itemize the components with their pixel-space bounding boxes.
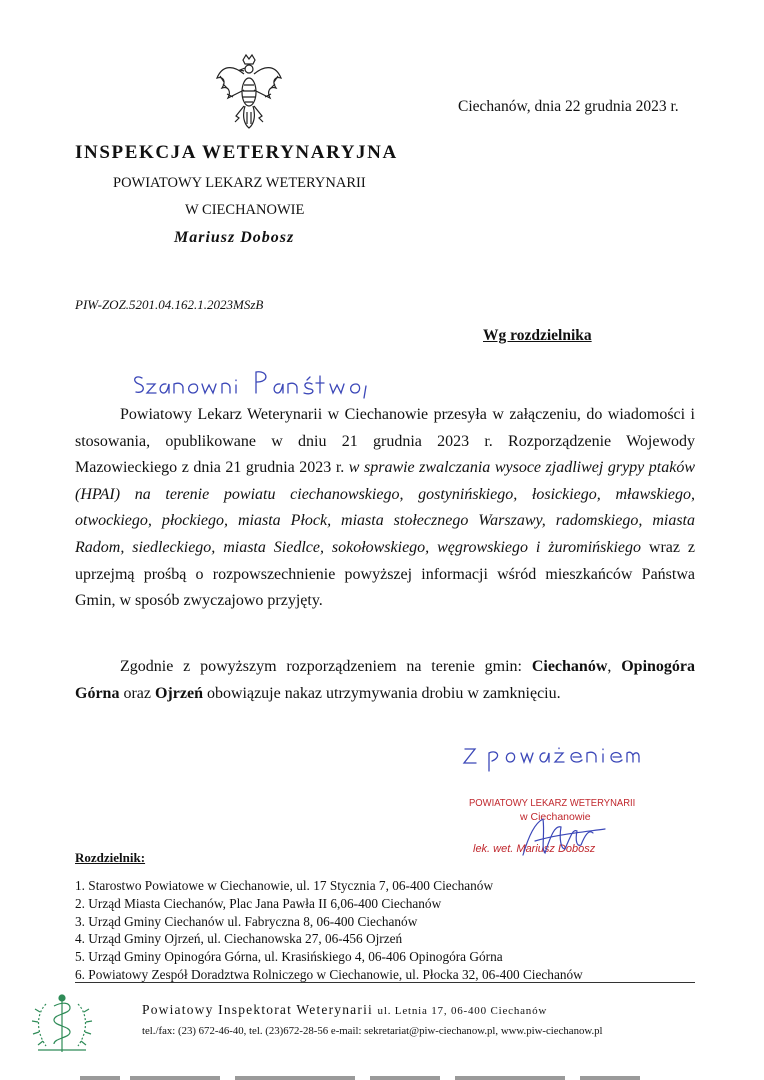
stamp-line-title: POWIATOWY LEKARZ WETERYNARII	[469, 797, 636, 809]
distribution-list	[75, 877, 583, 984]
list-item: 6. Powiatowy Zespół Doradztwa Rolniczego w Ciechanowie, ul. Płocka 32, 06-400 Ciechanów	[75, 966, 583, 982]
municipality-ciechanow: Ciechanów	[531, 658, 608, 675]
office-location: W CIECHANOWIE	[185, 202, 305, 218]
signature-block	[455, 735, 665, 865]
list-item: 1. Starostwo Powiatowe w Ciechanowie, ul. 17 Stycznia 7, 06-400 Ciechanów	[75, 878, 494, 893]
list-item: 4. Urząd Gminy Ojrzeń, ul. Ciechanowska 27, 06-456 Ojrzeń	[75, 931, 403, 947]
regulation-subject-text: w sprawie zwalczania wysoce zjadliwej grypy ptaków (HPAI) na terenie powiatu ciechanowskiego, gostynińskiego, łosickiego, mławskiego, otwockiego, płockiego, miasta Płock, miasta stołecznego Warszawy, radomskiego, miasta Radom, siedleckiego, miasta Siedlce, sokołowskiego, węgrowskiego i żuromińskiego	[75, 459, 696, 556]
handwritten-signature	[515, 805, 625, 860]
main-paragraph	[75, 402, 695, 615]
veterinary-caduceus-logo-icon	[24, 992, 100, 1058]
footer-divider	[75, 982, 695, 983]
restriction-intro-text: Zgodnie z powyższym rozporządzeniem na terenie gmin:	[120, 658, 522, 675]
footer-name: Powiatowy Inspektorat Weterynarii	[142, 1002, 373, 1017]
footer-contact: tel./fax: (23) 672-46-40, tel. (23)672-28-56 e-mail: sekretariat@piw-ciechanow.pl, www.piw-ciechanow.pl	[142, 1025, 603, 1037]
conjunction-text: oraz	[123, 684, 151, 702]
footer-address: ul. Letnia 17, 06-400 Ciechanów	[377, 1005, 548, 1017]
handwritten-closing	[455, 735, 665, 780]
list-item: 3. Urząd Gminy Ciechanów ul. Fabryczna 8, 06-400 Ciechanów	[75, 913, 418, 929]
municipality-opinogora: Opinogóra Górna	[75, 658, 696, 702]
recipient-line: Wg rozdzielnika	[483, 327, 592, 344]
official-name: Mariusz Dobosz	[174, 229, 295, 246]
stamp-line-location: w Ciechanowie	[520, 811, 591, 823]
list-item: 2. Urząd Miasta Ciechanów, Plac Jana Pawła II 6,06-400 Ciechanów	[75, 895, 442, 911]
restriction-outro-text: obowiązuje nakaz utrzymywania drobiu w zamknięciu.	[206, 684, 561, 702]
office-title: POWIATOWY LEKARZ WETERYNARII	[113, 175, 366, 191]
municipality-ojrzen: Ojrzeń	[154, 684, 203, 702]
comma-text: ,	[607, 658, 612, 675]
handwritten-greeting	[130, 364, 430, 400]
institution-name: INSPEKCJA WETERYNARYJNA	[75, 142, 398, 163]
scan-edge-artifact	[60, 1072, 700, 1080]
polish-eagle-emblem-icon	[214, 52, 284, 130]
list-item: 5. Urząd Gminy Opinogóra Górna, ul. Krasińskiego 4, 06-406 Opinogóra Górna	[75, 949, 503, 965]
stamp-line-name: lek. wet. Mariusz Dobosz	[473, 843, 596, 855]
restriction-paragraph	[75, 654, 695, 707]
document-date: Ciechanów, dnia 22 grudnia 2023 r.	[458, 98, 679, 115]
distribution-title: Rozdzielnik:	[75, 850, 146, 865]
paragraph-intro-text: Powiatowy Lekarz Weterynarii w Ciechanowie przesyła w załączeniu, do wiadomości i stosowania, opublikowane w dniu 21 grudnia 2023 r. Rozporządzenie Wojewody Mazowieckiego z dnia 21 grudnia 2023 r.	[75, 406, 695, 477]
paragraph-outro-text: wraz z uprzejmą prośbą o rozpowszechnienie powyższej informacji wśród mieszkańców Państwa Gmin, w sposób zwyczajowo przyjęty.	[75, 538, 696, 610]
footer-institution	[142, 1002, 547, 1018]
reference-number: PIW-ZOZ.5201.04.162.1.2023MSzB	[75, 297, 264, 312]
